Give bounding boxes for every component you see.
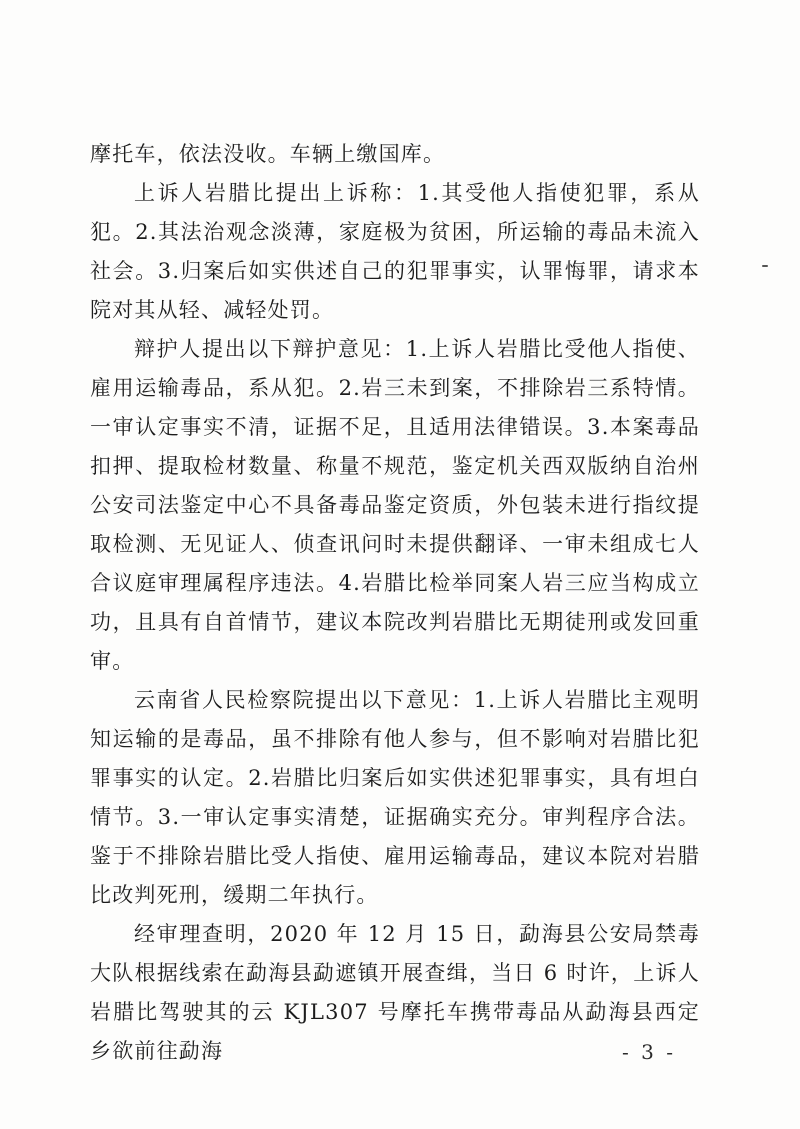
document-body <box>90 135 700 1071</box>
page-number: - 3 - <box>622 1040 676 1064</box>
paragraph-defense-opinion: 辩护人提出以下辩护意见：1.上诉人岩腊比受他人指使、雇用运输毒品，系从犯。2.岩三未到案，不排除岩三系特情。一审认定事实不清，证据不足，且适用法律错误。3.本案毒品扣押、提取检材数量、称量不规范，鉴定机关西双版纳自治州公安司法鉴定中心不具备毒品鉴定资质，外包装未进行指纹提取检测、无见证人、侦查讯问时未提供翻译、一审未组成七人合议庭审理属程序违法。4.岩腊比检举同案人岩三应当构成立功，且具有自首情节，建议本院改判岩腊比无期徒刑或发回重审。 <box>90 337 700 673</box>
paragraph-procuratorate-opinion: 云南省人民检察院提出以下意见：1.上诉人岩腊比主观明知运输的是毒品，虽不排除有他人参与，但不影响对岩腊比犯罪事实的认定。2.岩腊比归案后如实供述犯罪事实，具有坦白情节。3.一审认定事实清楚，证据确实充分。审判程序合法。鉴于不排除岩腊比受人指使、雇用运输毒品，建议本院对岩腊比改判死刑，缓期二年执行。 <box>90 688 700 907</box>
paragraph-appellant-appeal: 上诉人岩腊比提出上诉称：1.其受他人指使犯罪，系从犯。2.其法治观念淡薄，家庭极为贫困，所运输的毒品未流入社会。3.归案后如实供述自己的犯罪事实，认罪悔罪，请求本院对其从轻、减轻处罚。 <box>90 181 700 322</box>
paragraph-findings: 经审理查明，2020 年 12 月 15 日，勐海县公安局禁毒大队根据线索在勐海县勐遮镇开展查缉，当日 6 时许，上诉人岩腊比驾驶其的云 KJL307 号摩托车携带毒品从勐海县西定乡欲前往勐海 <box>90 922 700 1063</box>
scan-speck <box>762 265 768 267</box>
paragraph-continuation: 摩托车，依法没收。车辆上缴国库。 <box>90 142 446 166</box>
